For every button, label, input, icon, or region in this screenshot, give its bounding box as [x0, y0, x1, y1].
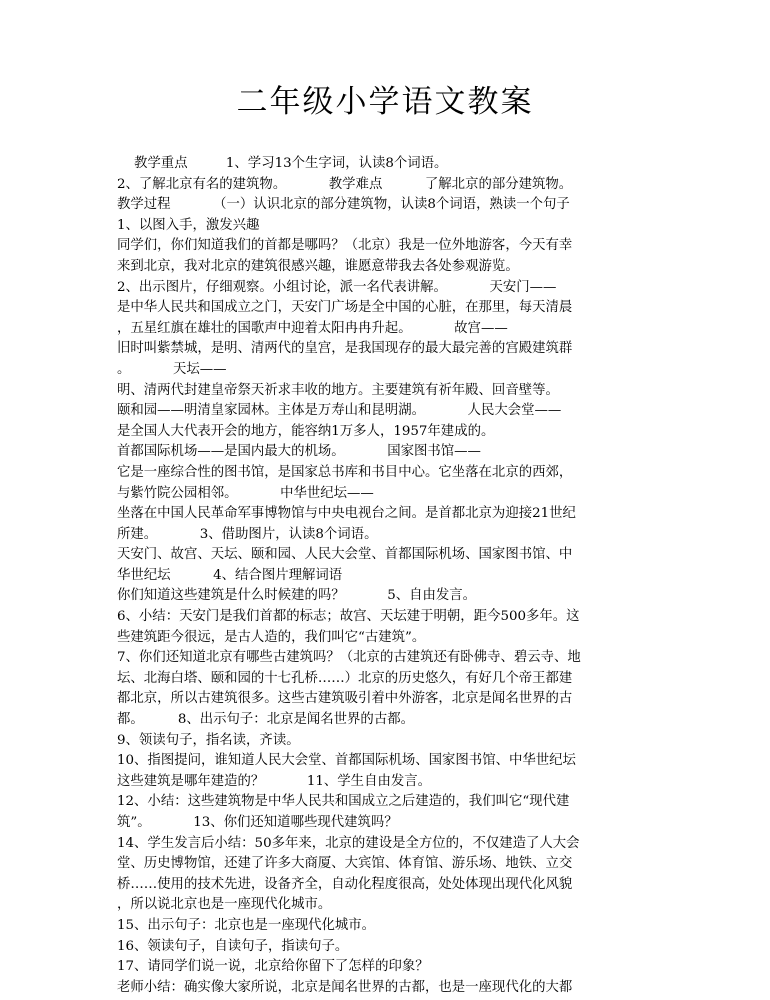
text-line: 老师小结：确实像大家所说，北京是闻名世界的古都，也是一座现代化的大都 [117, 979, 573, 995]
text-line: 15、出示句子：北京也是一座现代化城市。 [117, 917, 376, 933]
text-line: 颐和园——明清皇家园林。主体是万寿山和昆明湖。 人民大会堂—— [117, 403, 562, 419]
text-line: ，五星红旗在雄壮的国歌声中迎着太阳冉冉升起。 故宫—— [117, 320, 508, 336]
text-line: 天安门、故宫、天坛、颐和园、人民大会堂、首都国际机场、国家图书馆、中 [117, 547, 573, 563]
text-line: 它是一座综合性的图书馆，是国家总书库和书目中心。它坐落在北京的西郊， [117, 464, 573, 480]
document-body [117, 154, 662, 998]
document-title: 二年级小学语文教案 [236, 84, 534, 120]
text-line: 所建。 3、借助图片，认读8个词语。 [117, 526, 378, 542]
text-line: 教学过程 （一）认识北京的部分建筑物，认读8个词语，熟读一个句子 [117, 197, 570, 213]
text-line: 2、了解北京有名的建筑物。 教学难点 了解北京的部分建筑物。 [117, 176, 573, 192]
text-line: 教学重点 1、学习13个生字词，认读8个词语。 [117, 156, 448, 171]
text-line: 16、领读句子，自读句子，指读句子。 [117, 938, 349, 954]
text-line: 9、领读句子，指名读，齐读。 [117, 732, 300, 748]
text-line: ，所以说北京也是一座现代化城市。 [117, 897, 332, 913]
text-line: 旧时叫紫禁城，是明、清两代的皇宫，是我国现存的最大最完善的宫殿建筑群 [117, 341, 573, 357]
text-line: 堂、历史博物馆，还建了许多大商厦、大宾馆、体育馆、游乐场、地铁、立交 [117, 856, 573, 872]
text-line: 明、清两代封建皇帝祭天祈求丰收的地方。主要建筑有祈年殿、回音壁等。 [117, 382, 559, 398]
text-line: 6、小结：天安门是我们首都的标志；故宫、天坛建于明朝，距今500多年。这 [117, 609, 580, 625]
text-line: 与紫竹院公园相邻。 中华世纪坛—— [117, 485, 374, 501]
text-line: 你们知道这些建筑是什么时候建的吗？ 5、自由发言。 [117, 588, 477, 604]
text-line: 首都国际机场——是国内最大的机场。 国家图书馆—— [117, 444, 481, 460]
text-line: 是中华人民共和国成立之门，天安门广场是全中国的心脏，在那里，每天清晨 [117, 300, 573, 316]
text-line: 这些建筑是哪年建造的？ 11、学生自由发言。 [117, 773, 432, 789]
text-line: 10、指图提问，谁知道人民大会堂、首都国际机场、国家图书馆、中华世纪坛 [117, 753, 576, 769]
text-line: 2、出示图片，仔细观察。小组讨论，派一名代表讲解。 天安门—— [117, 279, 557, 295]
text-line: 来到北京，我对北京的建筑很感兴趣，谁愿意带我去各处参观游览。 [117, 258, 519, 274]
text-line: 12、小结：这些建筑物是中华人民共和国成立之后建造的，我们叫它“现代建 [117, 794, 570, 810]
text-line: 同学们，你们知道我们的首都是哪吗？（北京）我是一位外地游客，今天有幸 [117, 238, 573, 254]
text-line: 些建筑距今很远，是古人造的，我们叫它“古建筑”。 [117, 629, 426, 645]
text-line: 坛、北海白塔、颐和园的十七孔桥……）北京的历史悠久，有好几个帝王都建 [117, 670, 573, 686]
text-line: 筑”。 13、你们还知道哪些现代建筑吗？ [117, 815, 398, 830]
text-line: 7、你们还知道北京有哪些古建筑吗？（北京的古建筑还有卧佛寺、碧云寺、地 [117, 650, 581, 666]
text-line: 坐落在中国人民革命军事博物馆与中央电视台之间。是首都北京为迎接21世纪 [117, 506, 576, 522]
text-line: 桥……使用的技术先进，设备齐全，自动化程度很高，处处体现出现代化风貌 [117, 876, 573, 892]
text-line: 是全国人大代表开会的地方，能容纳1万多人，1957年建成的。 [117, 423, 495, 439]
text-line: 14、学生发言后小结：50多年来，北京的建设是全方位的，不仅建造了人大会 [117, 835, 580, 851]
text-line: 1、以图入手，激发兴趣 [117, 217, 260, 233]
text-line: 都北京，所以古建筑很多。这些古建筑吸引着中外游客，北京是闻名世界的古 [117, 691, 573, 707]
text-line: 。 天坛—— [117, 361, 227, 377]
text-line: 17、请同学们说一说，北京给你留下了怎样的印象？ [117, 959, 429, 975]
text-line: 华世纪坛 4、结合图片理解词语 [117, 567, 343, 583]
text-line: 都。 8、出示句子：北京是闻名世界的古都。 [117, 712, 414, 728]
